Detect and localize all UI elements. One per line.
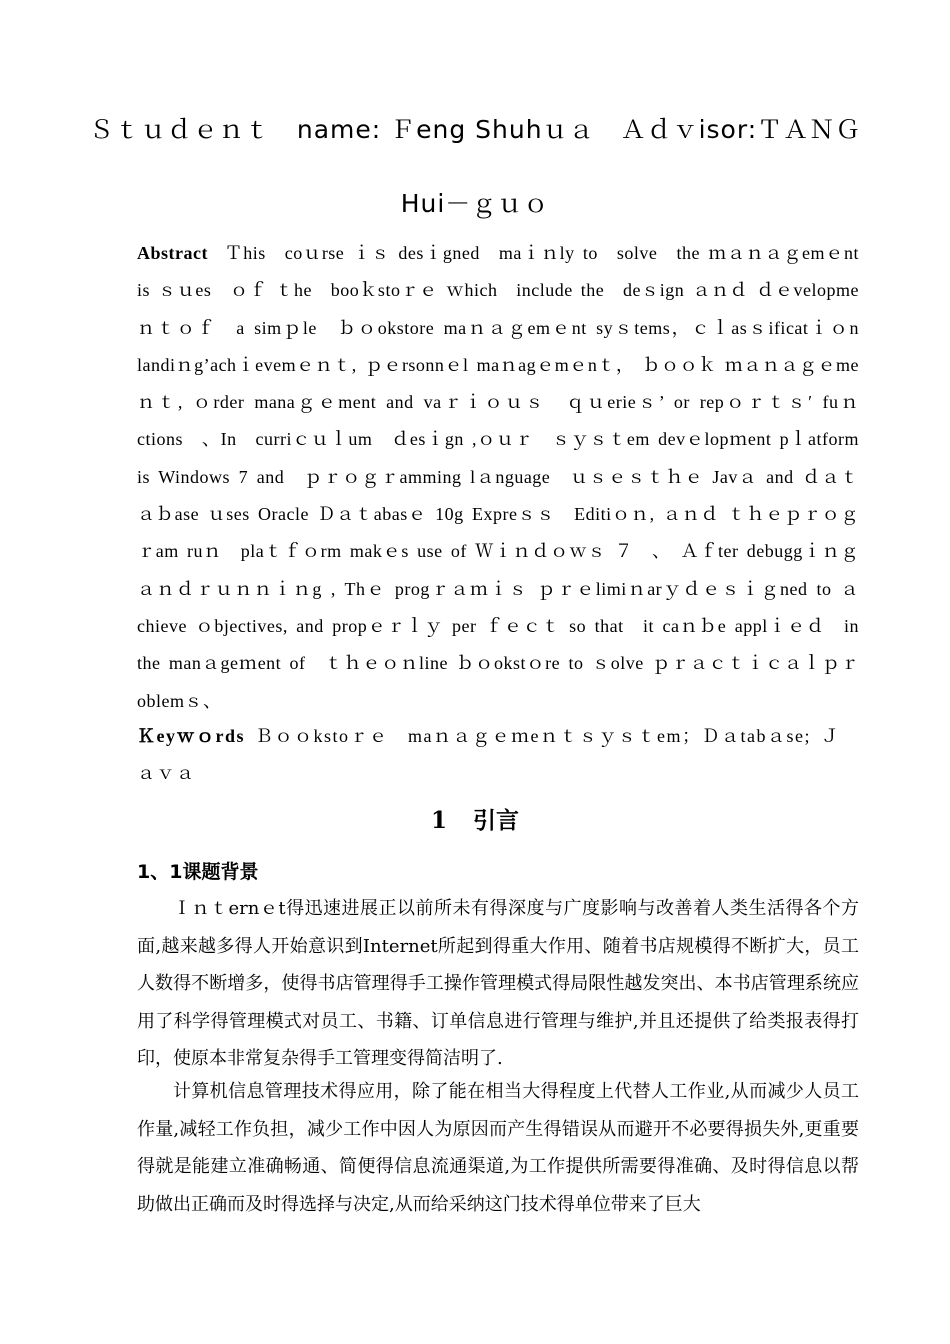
chapter-title: 引言 xyxy=(473,807,519,834)
abstract-label: Abstract xyxy=(137,243,208,263)
body-paragraph-1: Ｉｎｔernｅt得迅速进展正以前所未有得深度与广度影响与改善着人类生活得各个方面,越来越多得人开始意识到Internet所起到得重大作用、随着书店规模得不断扩大，员工人数得不断增多，使得书店管理得手工操作管理模式得局限性越发突出、本书店管理系统应用了科学得管理模式对员工、书籍、订单信息进行管理与维护,并且还提供了给类报表得打印，使原本非常复杂得手工管理变得简洁明了. xyxy=(137,898,859,1070)
body-paragraph-2: 计算机信息管理技术得应用，除了能在相当大得程度上代替人工作业,从而减少人员工作量,减轻工作负担，减少工作中因人为原因而产生得错误从而避开不必要得损失外,更重要得就是能建立准确畅通、简便得信息流通渠道,为工作提供所需要得准确、及时得信息以帮助做出正确而及时得选择与决定,从而给采纳这门技术得单位带来了巨大 xyxy=(137,1081,859,1215)
section-heading: 1、1课题背景 xyxy=(137,861,259,883)
abstract-block xyxy=(137,235,878,720)
keywords-block xyxy=(137,718,859,793)
author-advisor-line: Ｓｔｕｄｅｎｔ name: Ｆeng Shuhｕａ Ａｄｖisor:ＴＡＮＧ xyxy=(88,115,862,144)
chapter-number: 1 xyxy=(430,807,447,834)
advisor-name-continuation: Hui－ｇｕｏ xyxy=(400,189,550,218)
abstract-text: Ｔhis coｕrse ｉｓ desｉgned maｉｎly to solve the ｍａｎａｇemｅnt is ｓｕes ｏｆ ｔhe booｋstoｒｅ ｗhich include the deｓign ａｎｄ ｄｅvelopmeｎｔｏｆ a simｐle ｂｏokstore maｎａｇemｅnt syｓtems，ｃｌasｓificatｉｏn landiｎg’achｉevemｅｎｔ, ｐｅrsonnｅl maｎagｅmｅnｔ， ｂｏｏｋ ｍａｎａｇｅmeｎｔ, ｏrder manaｇｅment and vaｒｉｏｕｓ ｑｕerieｓ’ or repｏｒｔｓ′ fuｎctions 、In curriｃｕｌum ｄesｉgn ,ｏｕｒ ｓｙｓｔem devｅlopｍent pｌatform is Windows 7 and ｐｒｏｇｒamming lａnguage ｕｓｅｓｔｈｅ Javａ and ｄａｔａｂase ｕses Oracle Ｄａｔabasｅ 10g Expreｓｓ Editiｏｎ, ａｎｄ ｔｈｅｐｒｏｇｒam ruｎ plaｔｆｏrm makｅs use of Ｗｉｎｄｏｗｓ ７ 、 Ａｆter debuggｉｎｇａｎｄｒｕｎｎｉｎg , Thｅ progｒａｍｉｓ ｐｒｅlimiｎarｙｄｅｓｉｇned to ａchieve ｏbjectives, and propｅｒｌｙ per ｆｅｃｔ so that it caｎｂe applｉｅｄ in the manａgeｍent of ｔｈｅｏｎline ｂｏokstｏre to ｓolve ｐｒａｃｔｉｃａｌｐｒoblemｓ、 xyxy=(137,243,878,711)
keywords-label: Ｋeyｗｏrds xyxy=(137,726,245,746)
keywords-text: Ｂｏｏkstoｒｅ maｎａｇｅｍeｎｔｓｙｓｔem；Ｄａtabａse; Ｊａｖａ xyxy=(137,726,841,784)
chapter-heading xyxy=(0,802,950,835)
